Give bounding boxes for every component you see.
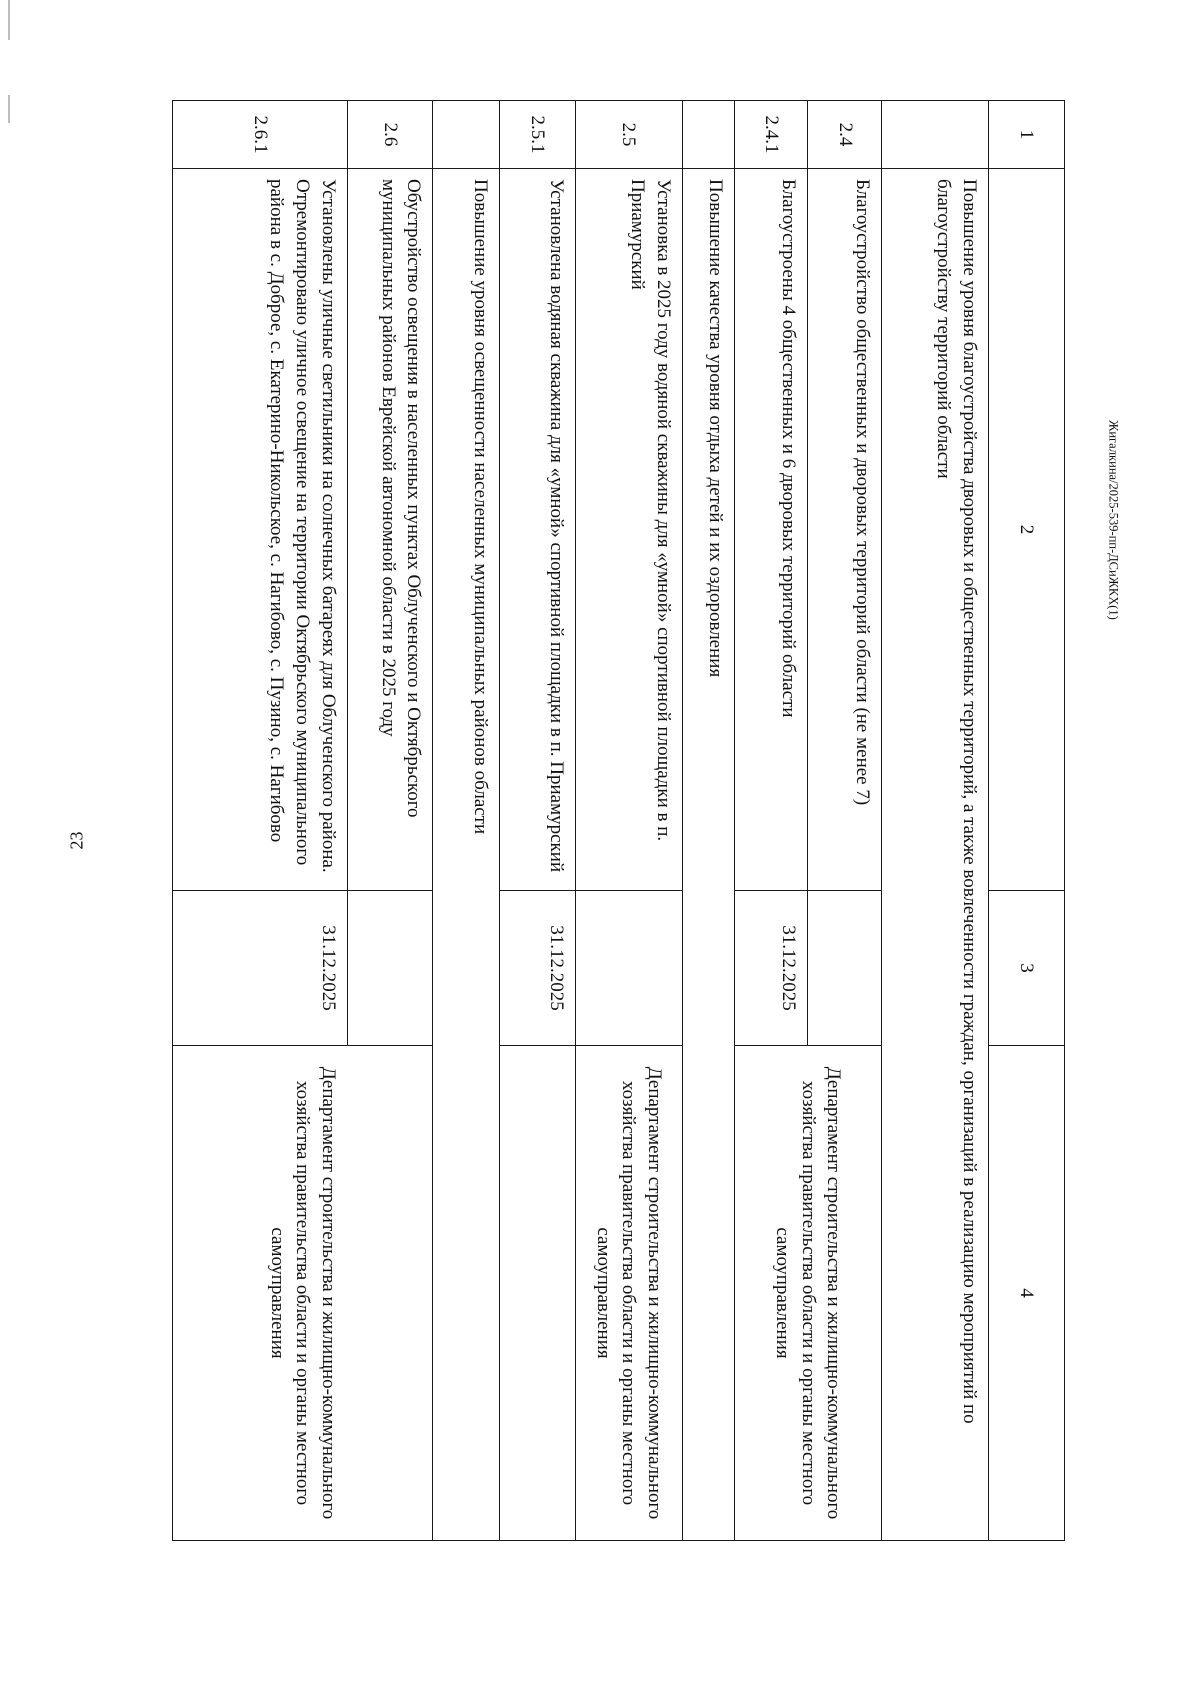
row-number: 2.5 [575,101,682,169]
section-title: Повышение уровня благоустройства дворовых и общественных территорий, а также вовлеченности граждан, организаций в реализацию мероприятий по благоустройству территорий области [882,169,989,1541]
row-text: Обустройство освещения в населенных пунктах Облученского и Октябрьского муниципальных районов Еврейской автономной области в 2025 году [347,169,433,891]
header-col-1: 1 [988,101,1064,169]
responsible-cell: Департамент строительства и жилищно-коммунального хозяйства правительства области и органы местного самоуправления [173,1046,433,1541]
section-title: Повышение качества уровня отдыха детей и их оздоровления [682,169,734,1541]
table-row [347,101,433,1541]
row-text: Установлена водяная скважина для «умной» спортивной площадки в п. Приамурский [499,169,575,891]
row-date [575,891,682,1046]
section-row [433,101,500,1541]
row-text: Установлены уличные светильники на солнечных батареях для Облученского района. Отремонтировано уличное освещение на территории Октябрьского муниципального района в с. Доброе, с. Екатерино-Никольское, с. Нагибово, с. Пузино, с. Нагибово [173,169,348,891]
header-row [988,101,1064,1541]
scan-edge-mark [8,0,10,40]
row-date [347,891,433,1046]
rotated-table [172,100,1065,1540]
empty-cell [682,101,734,169]
row-date: 31.12.2025 [499,891,575,1046]
footer-reference [1102,320,1124,720]
row-number: 2.4.1 [734,101,808,169]
responsible-cell: Департамент строительства и жилищно-коммунального хозяйства правительства области и органы местного самоуправления [575,1046,682,1541]
section-row [682,101,734,1541]
row-date [808,891,882,1046]
row-number: 2.4 [808,101,882,169]
rotated-table-wrapper [172,100,1065,1540]
scan-edge-mark [8,95,10,123]
row-text: Установка в 2025 году водяной скважины для «умной» спортивной площадки в п. Приамурский [575,169,682,891]
row-number: 2.6.1 [173,101,348,169]
table-row [499,101,575,1541]
measures-table [172,100,1065,1541]
table-row [575,101,682,1541]
row-date: 31.12.2025 [173,891,348,1046]
row-number: 2.5.1 [499,101,575,169]
empty-cell [433,101,500,169]
section-title: Повышение уровня освещенности населенных муниципальных районов области [433,169,500,1541]
table-row [808,101,882,1541]
responsible-cell: Департамент строительства и жилищно-коммунального хозяйства правительства области и органы местного самоуправления [734,1046,881,1541]
row-number: 2.6 [347,101,433,169]
header-col-4: 4 [988,1046,1064,1541]
header-col-2: 2 [988,169,1064,891]
row-text: Благоустройство общественных и дворовых территорий области (не менее 7) [808,169,882,891]
section-row [882,101,989,1541]
header-col-3: 3 [988,891,1064,1046]
footer-reference-text: Жигалкина/2025-539-пп-ДСиЖКХ(1) [1106,420,1121,620]
row-text: Благоустроены 4 общественных и 6 дворовых территорий области [734,169,808,891]
empty-cell [499,1046,575,1541]
page-number: 23 [66,831,87,850]
row-date: 31.12.2025 [734,891,808,1046]
empty-cell [882,101,989,169]
